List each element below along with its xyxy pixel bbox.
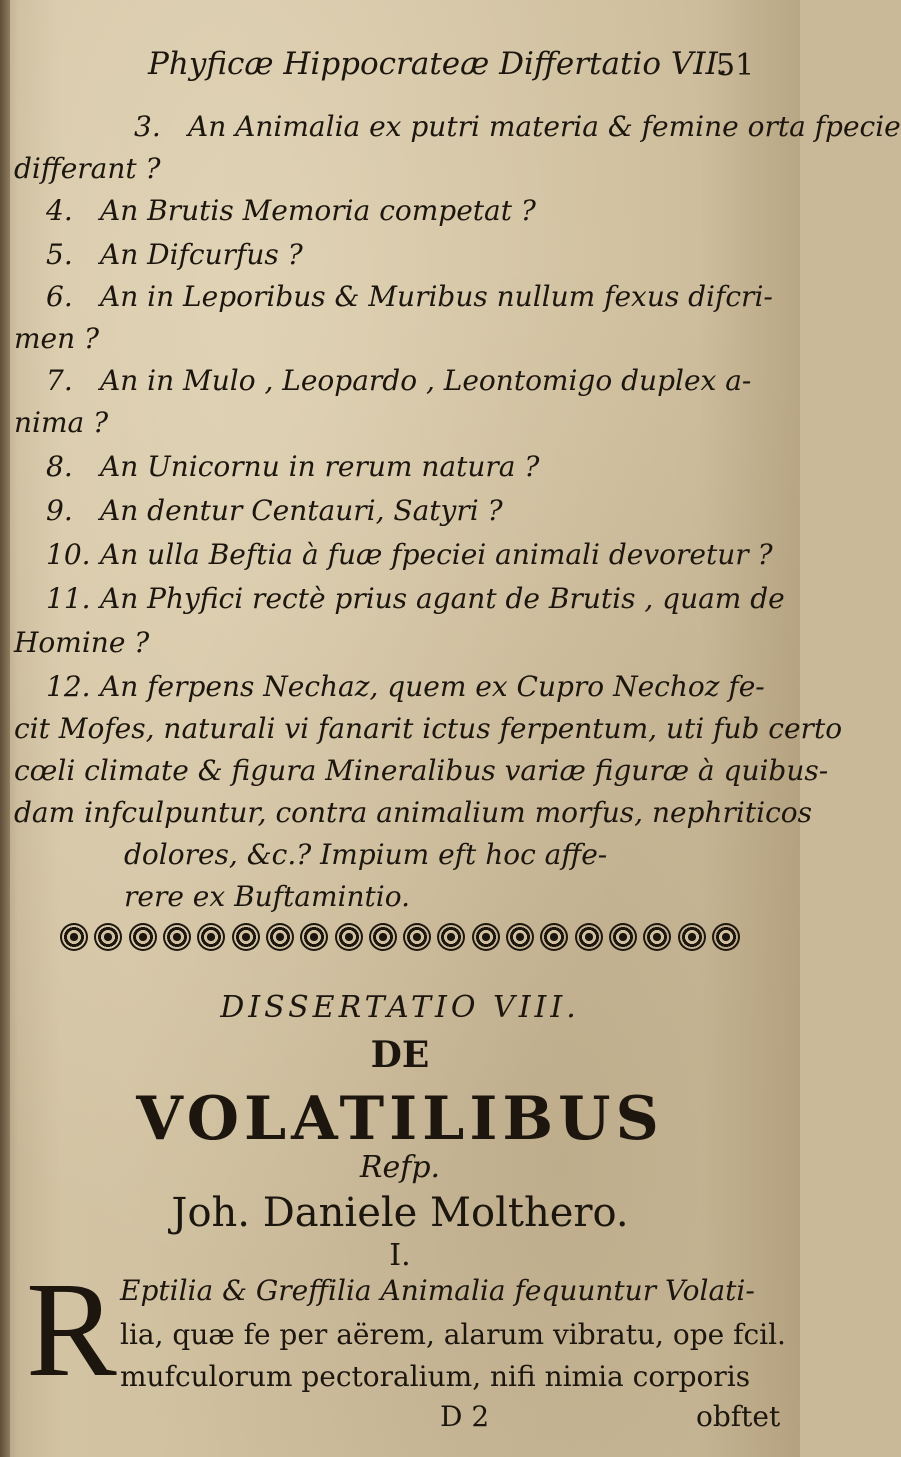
fleuron-icon: [506, 923, 534, 951]
fleuron-icon: [609, 923, 637, 951]
question-text: An in Leporibus & Muribus nullum fexus difcri-: [100, 280, 773, 313]
question-text: An Animalia ex putri materia & femine orta fpecie: [188, 110, 901, 143]
question-text: An Brutis Memoria competat ?: [100, 194, 536, 227]
question-number: 8.: [46, 450, 73, 483]
question-number: 10.: [46, 538, 91, 571]
fleuron-icon: [369, 923, 397, 951]
fleuron-icon: [163, 923, 191, 951]
fleuron-icon: [575, 923, 603, 951]
fleuron-icon: [437, 923, 465, 951]
question-text: An Phyfici rectè prius agant de Brutis , quam de: [100, 582, 785, 615]
question-line: cit Mofes, naturali vi fanarit ictus ferpentum, uti fub certo: [14, 712, 843, 745]
question-text: An Unicornu in rerum natura ?: [100, 450, 540, 483]
fleuron-icon: [129, 923, 157, 951]
body-line: lia, quæ fe per aërem, alarum vibratu, ope fcil.: [120, 1318, 786, 1351]
fleuron-icon: [540, 923, 568, 951]
question-line: dam infculpuntur, contra animalium morfus, nephriticos: [14, 796, 812, 829]
fleuron-icon: [472, 923, 500, 951]
question-continuation: Homine ?: [14, 626, 150, 659]
fleuron-icon: [643, 923, 671, 951]
question-text: An Difcurfus ?: [100, 238, 303, 271]
fleuron-icon: [712, 923, 740, 951]
question-number: 9.: [46, 494, 73, 527]
dissertation-title: DISSERTATIO VIII.: [220, 990, 580, 1025]
question-continuation: men ?: [14, 322, 100, 355]
catchword: obftet: [696, 1400, 781, 1433]
section-number: I.: [389, 1238, 411, 1273]
question-item: [46, 238, 303, 271]
signature-mark: D 2: [440, 1400, 490, 1433]
question-item: [46, 538, 773, 571]
question-text: An dentur Centauri, Satyri ?: [100, 494, 503, 527]
folio-page-number: 51: [716, 48, 755, 83]
question-number: 3.: [134, 110, 161, 143]
question-number: 6.: [46, 280, 73, 313]
question-continuation: nima ?: [14, 406, 109, 439]
drop-cap: R: [26, 1255, 117, 1405]
fleuron-icon: [678, 923, 706, 951]
question-number: 5.: [46, 238, 73, 271]
question-item: [46, 280, 773, 313]
question-number: 4.: [46, 194, 73, 227]
body-line: Eptilia & Greffilia Animalia fequuntur Volati-: [120, 1274, 755, 1307]
question-item: [46, 450, 539, 483]
question-number: 12.: [46, 670, 91, 703]
running-title: Phyficæ Hippocrateæ Differtatio VII.: [148, 46, 728, 82]
respondent-name: Joh. Daniele Molthero.: [171, 1190, 629, 1236]
fleuron-icon: [197, 923, 225, 951]
question-continuation: differant ?: [14, 152, 161, 185]
fleuron-icon: [232, 923, 260, 951]
fleuron-icon: [300, 923, 328, 951]
question-item: [134, 110, 901, 143]
heading-subject: VOLATILIBUS: [136, 1084, 664, 1154]
question-text: An in Mulo , Leopardo , Leontomigo duplex a-: [100, 364, 752, 397]
question-item: [46, 582, 785, 615]
question-line: dolores, &c.? Impium eft hoc affe-: [124, 838, 608, 871]
question-number: 7.: [46, 364, 73, 397]
body-line: mufculorum pectoralium, nifi nimia corporis: [120, 1360, 751, 1393]
ornament-divider: [60, 920, 740, 954]
fleuron-icon: [266, 923, 294, 951]
question-text: An ulla Beftia à fuæ fpeciei animali devoretur ?: [100, 538, 773, 571]
question-item: [46, 670, 765, 703]
respondent-label: Refp.: [359, 1150, 441, 1185]
question-number: 11.: [46, 582, 91, 615]
question-item: [46, 364, 751, 397]
fleuron-icon: [94, 923, 122, 951]
heading-de: DE: [370, 1034, 430, 1076]
question-line: rere ex Buftamintio.: [124, 880, 411, 913]
fleuron-icon: [335, 923, 363, 951]
question-line: cœli climate & figura Mineralibus variæ figuræ à quibus-: [14, 754, 829, 787]
fleuron-icon: [403, 923, 431, 951]
question-text: An ferpens Nechaz, quem ex Cupro Nechoz fe-: [100, 670, 765, 703]
question-item: [46, 194, 536, 227]
fleuron-icon: [60, 923, 88, 951]
question-item: [46, 494, 503, 527]
